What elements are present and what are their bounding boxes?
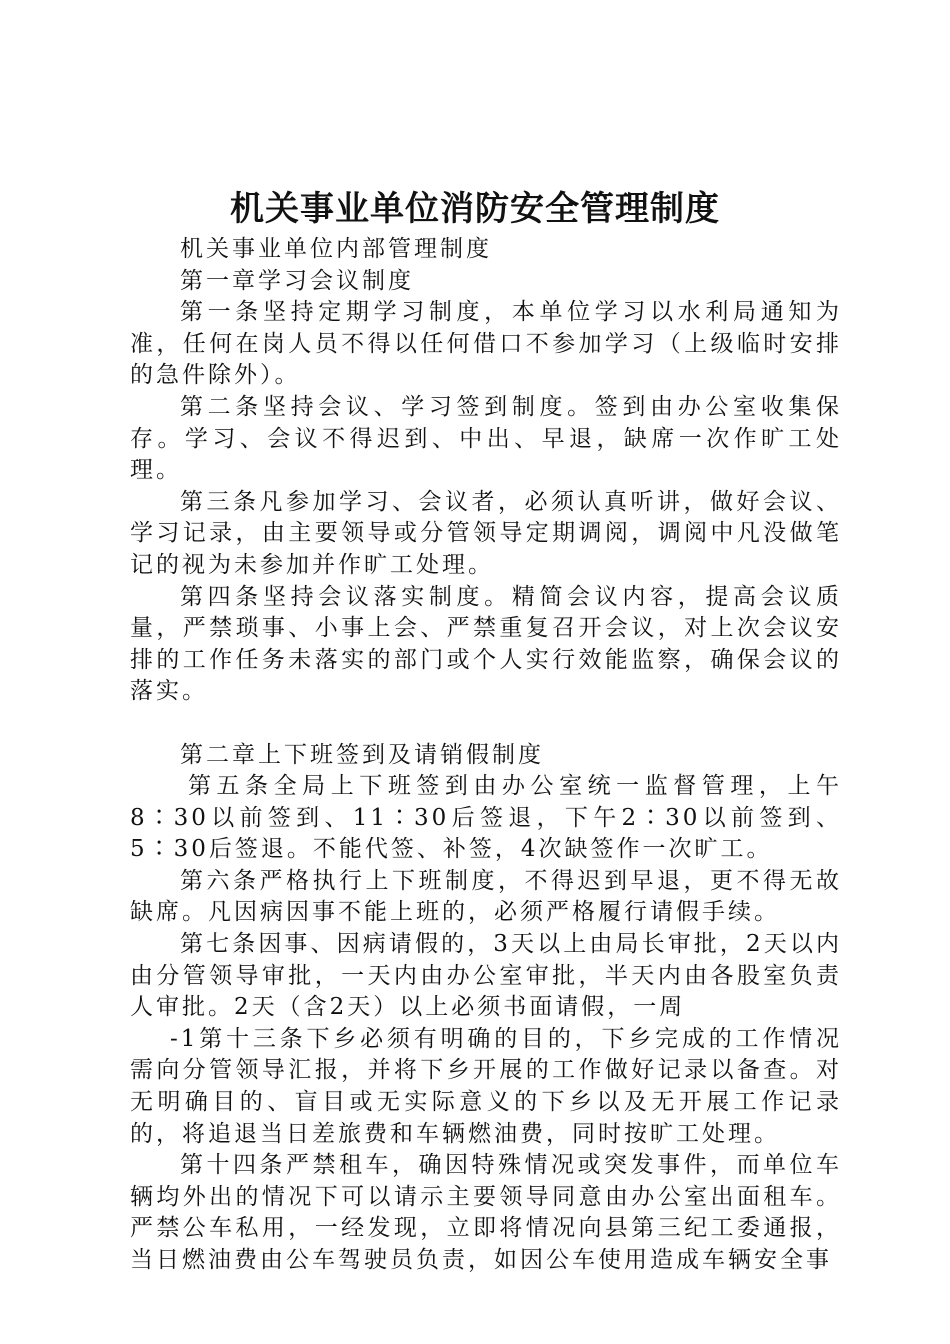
article-4: 第四条坚持会议落实制度。精简会议内容，提高会议质量，严禁琐事、小事上会、严禁重复召开会议，对上次会议安排的工作任务未落实的部门或个人实行效能监察，确保会议的落实。	[130, 583, 842, 705]
article-14: 第十四条严禁租车，确因特殊情况或突发事件，而单位车辆均外出的情况下可以请示主要领导同意由办公室出面租车。严禁公车私用，一经发现，立即将情况向县第三纪工委通报，当日燃油费由公车驾驶员负责，如因公车使用造成车辆安全事	[130, 1152, 842, 1273]
article-2: 第二条坚持会议、学习签到制度。签到由办公室收集保存。学习、会议不得迟到、中出、早退，缺席一次作旷工处理。	[130, 393, 842, 484]
document-title: 机关事业单位消防安全管理制度	[230, 189, 720, 229]
article-7: 第七条因事、因病请假的，3天以上由局长审批，2天以内由分管领导审批，一天内由办公室审批，半天内由各股室负责人审批。2天（含2天）以上必须书面请假，一周	[130, 931, 842, 1021]
article-13: -1第十三条下乡必须有明确的目的，下乡完成的工作情况需向分管领导汇报，并将下乡开展的工作做好记录以备查。对无明确目的、盲目或无实际意义的下乡以及无开展工作记录的，将追退当日差旅费和车辆燃油费，同时按旷工处理。	[130, 1025, 842, 1147]
paragraph-spacer	[130, 708, 842, 740]
article-6: 第六条严格执行上下班制度，不得迟到早退，更不得无故缺席。凡因病因事不能上班的，必须严格履行请假手续。	[130, 867, 842, 926]
article-5: 第五条全局上下班签到由办公室统一监督管理，上午8∶30以前签到、11∶30后签退，下午2∶30以前签到、5∶30后签退。不能代签、补签，4次缺签作一次旷工。	[130, 773, 842, 863]
document-body	[130, 234, 842, 1277]
chapter-1-heading: 第一章学习会议制度	[180, 267, 414, 294]
paragraph-subtitle: 机关事业单位内部管理制度	[180, 236, 492, 262]
article-1: 第一条坚持定期学习制度，本单位学习以水利局通知为准，任何在岗人员不得以任何借口不参加学习（上级临时安排的急件除外）。	[130, 299, 842, 389]
article-3: 第三条凡参加学习、会议者，必须认真听讲，做好会议、学习记录，由主要领导或分管领导定期调阅，调阅中凡没做笔记的视为未参加并作旷工处理。	[130, 488, 842, 578]
chapter-2-heading: 第二章上下班签到及请销假制度	[180, 741, 544, 768]
